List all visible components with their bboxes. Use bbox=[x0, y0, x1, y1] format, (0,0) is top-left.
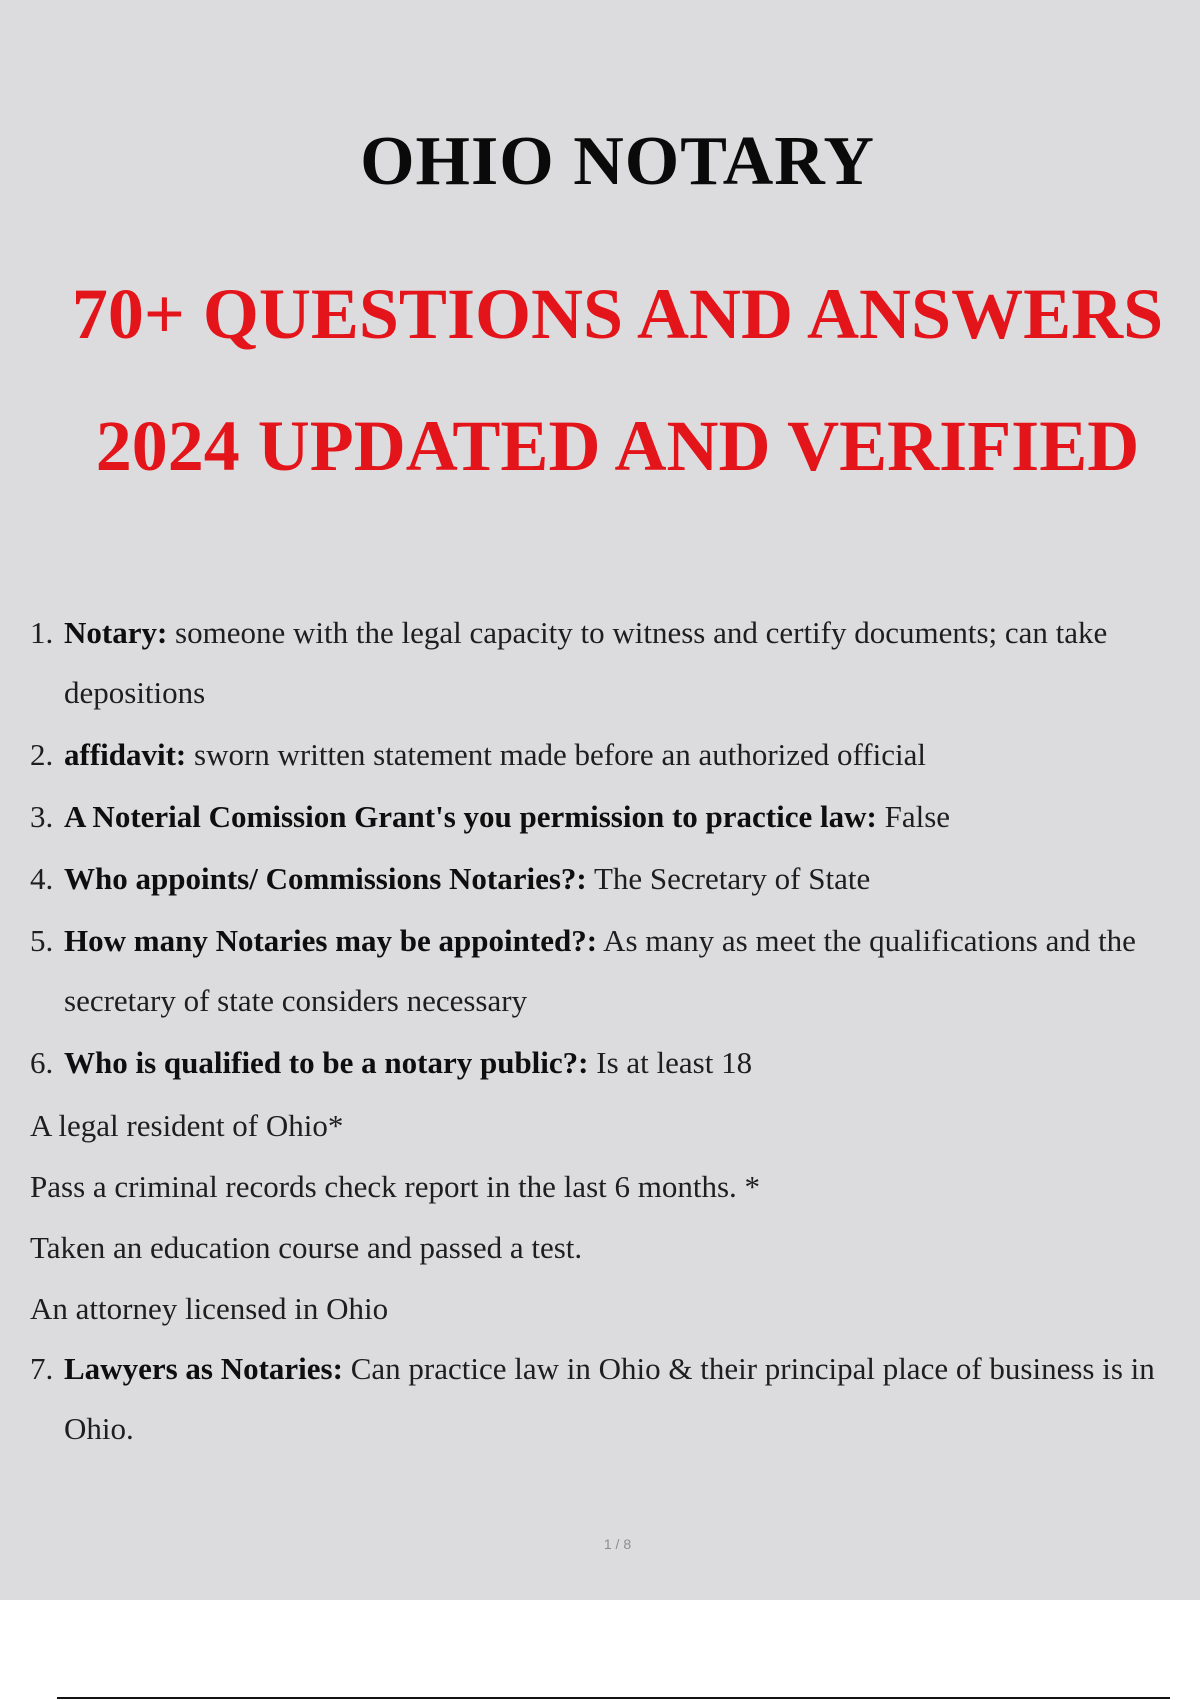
divider-line bbox=[57, 1697, 1170, 1699]
qa-number: 4. bbox=[30, 861, 54, 896]
document-title: OHIO NOTARY bbox=[360, 123, 875, 200]
qa-body bbox=[64, 603, 1200, 723]
qa-item-2 bbox=[30, 725, 1200, 785]
qa-number: 6. bbox=[30, 1045, 54, 1080]
qa-item-3 bbox=[30, 787, 1200, 847]
qa-question: Notary: bbox=[64, 615, 168, 650]
qa-number: 3. bbox=[30, 799, 54, 834]
qa-question: Lawyers as Notaries: bbox=[64, 1351, 343, 1386]
qa-number: 7. bbox=[30, 1351, 54, 1386]
qa-answer: False bbox=[876, 799, 951, 834]
document-subtitle-line-1: 70+ QUESTIONS AND ANSWERS bbox=[71, 274, 1164, 354]
page-number: 1 / 8 bbox=[603, 1536, 632, 1552]
qa-item-1 bbox=[30, 603, 1200, 723]
qa-item-5 bbox=[30, 911, 1200, 1031]
qa-answer: As many as meet the qualifications and the secretary of state considers necessary bbox=[64, 923, 1136, 1018]
qa-number: 5. bbox=[30, 923, 54, 958]
qa-answer: someone with the legal capacity to witness and certify documents; can take depositions bbox=[64, 615, 1108, 710]
qa-item-6 bbox=[30, 1033, 1200, 1093]
document-subtitle-line-2: 2024 UPDATED AND VERIFIED bbox=[95, 406, 1140, 486]
qualification-line: Taken an education course and passed a test. bbox=[30, 1230, 583, 1265]
qa-body bbox=[64, 1033, 1200, 1093]
qa-body bbox=[64, 725, 1200, 785]
qa-question: Who is qualified to be a notary public?: bbox=[64, 1045, 589, 1080]
qa-question: Who appoints/ Commissions Notaries?: bbox=[64, 861, 587, 896]
qa-item-7 bbox=[30, 1339, 1200, 1459]
qa-answer: Is at least 18 bbox=[588, 1045, 753, 1080]
qa-answer: The Secretary of State bbox=[586, 861, 871, 896]
qualification-line: Pass a criminal records check report in the last 6 months. * bbox=[30, 1169, 761, 1204]
qa-question: How many Notaries may be appointed?: bbox=[64, 923, 598, 958]
qa-body bbox=[64, 787, 1200, 847]
qualification-line: An attorney licensed in Ohio bbox=[30, 1291, 389, 1326]
qualification-line: A legal resident of Ohio* bbox=[30, 1108, 344, 1143]
qa-question: A Noterial Comission Grant's you permission to practice law: bbox=[64, 799, 877, 834]
qa-number: 2. bbox=[30, 737, 54, 772]
qa-question: affidavit: bbox=[64, 737, 187, 772]
qa-number: 1. bbox=[30, 615, 54, 650]
qa-list bbox=[30, 603, 1200, 1461]
qa-answer: Can practice law in Ohio & their principal place of business is in Ohio. bbox=[64, 1351, 1155, 1446]
qa-body bbox=[64, 911, 1200, 1031]
qa-item-4 bbox=[30, 849, 1200, 909]
qa-body bbox=[64, 849, 1200, 909]
qa-answer: sworn written statement made before an authorized official bbox=[186, 737, 926, 772]
qa-body bbox=[64, 1339, 1200, 1459]
